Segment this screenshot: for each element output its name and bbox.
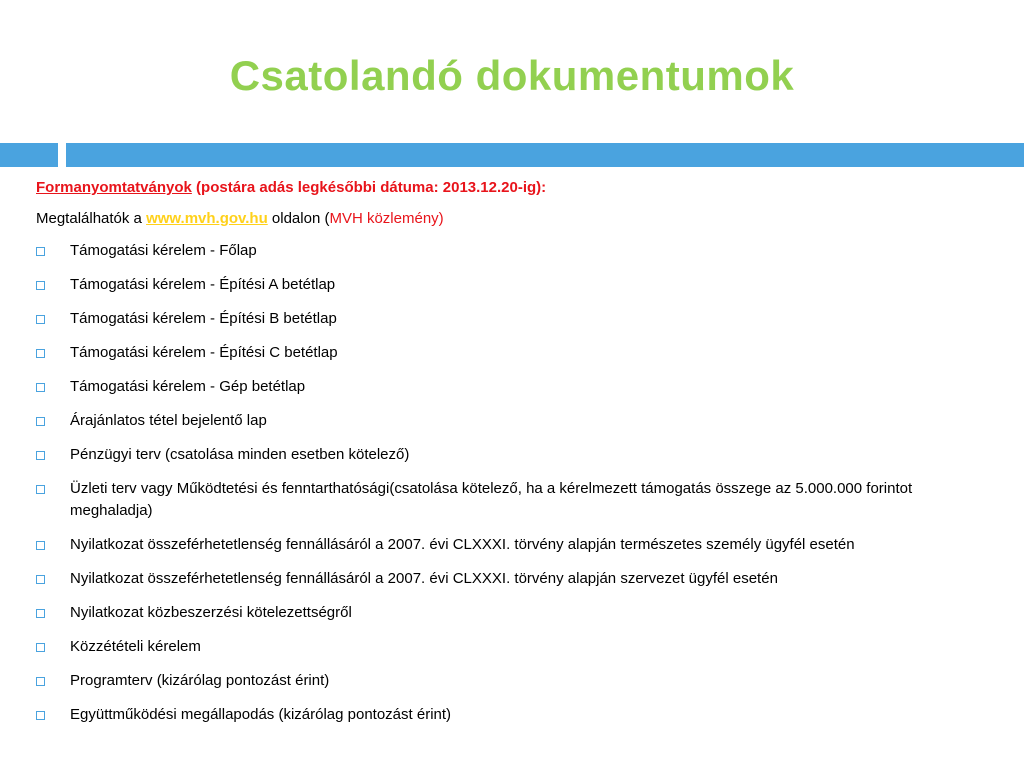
list-item [36, 704, 991, 726]
list-item-text: Együttműködési megállapodás (kizárólag pontozást érint) [70, 706, 452, 723]
source-prefix: Megtalálhatók a [36, 210, 147, 227]
list-item [36, 376, 991, 398]
document-list [36, 240, 991, 726]
list-item-text: Üzleti terv vagy Működtetési és fenntarthatósági(csatolása kötelező, ha a kérelmezett támogatás összege az 5.000.000 forintot meghaladja) [70, 480, 913, 519]
list-item-text: Támogatási kérelem - Építési B betétlap [70, 310, 337, 327]
forms-link[interactable]: Formanyomtatványok [36, 179, 192, 196]
list-item [36, 478, 991, 522]
mvh-link[interactable]: www.mvh.gov.hu [146, 210, 268, 227]
list-item-text: Nyilatkozat közbeszerzési kötelezettségről [70, 604, 352, 621]
source-line [36, 208, 991, 230]
list-item [36, 444, 991, 466]
square-bullet-icon [36, 541, 45, 550]
list-item-text: Árajánlatos tétel bejelentő lap [70, 412, 267, 429]
square-bullet-icon [36, 609, 45, 618]
square-bullet-icon [36, 247, 45, 256]
square-bullet-icon [36, 417, 45, 426]
header-band-right [66, 143, 1024, 167]
list-item [36, 410, 991, 432]
list-item [36, 308, 991, 330]
square-bullet-icon [36, 281, 45, 290]
list-item [36, 568, 991, 590]
forms-heading [36, 177, 991, 199]
list-item [36, 534, 991, 556]
square-bullet-icon [36, 711, 45, 720]
square-bullet-icon [36, 383, 45, 392]
list-item [36, 602, 991, 624]
list-item-text: Nyilatkozat összeférhetetlenség fennállásáról a 2007. évi CLXXXI. törvény alapján természetes személy ügyfél esetén [70, 536, 855, 553]
header-band-left [0, 143, 58, 167]
list-item [36, 274, 991, 296]
slide-content [36, 177, 991, 738]
square-bullet-icon [36, 349, 45, 358]
list-item-text: Támogatási kérelem - Gép betétlap [70, 378, 306, 395]
square-bullet-icon [36, 315, 45, 324]
list-item [36, 670, 991, 692]
square-bullet-icon [36, 575, 45, 584]
square-bullet-icon [36, 485, 45, 494]
list-item [36, 240, 991, 262]
list-item [36, 636, 991, 658]
deadline-text: (postára adás legkésőbbi dátuma: 2013.12.20-ig): [191, 179, 547, 196]
list-item-text: Programterv (kizárólag pontozást érint) [70, 672, 330, 689]
list-item [36, 342, 991, 364]
list-item-text: Támogatási kérelem - Építési A betétlap [70, 276, 336, 293]
announcement-text: MVH közlemény) [329, 210, 444, 227]
square-bullet-icon [36, 643, 45, 652]
list-item-text: Támogatási kérelem - Főlap [70, 242, 257, 259]
list-item-text: Támogatási kérelem - Építési C betétlap [70, 344, 338, 361]
list-item-text: Nyilatkozat összeférhetetlenség fennállásáról a 2007. évi CLXXXI. törvény alapján szervezet ügyfél esetén [70, 570, 778, 587]
square-bullet-icon [36, 677, 45, 686]
page-title: Csatolandó dokumentumok [229, 52, 795, 99]
source-middle: oldalon ( [267, 210, 330, 227]
list-item-text: Közzétételi kérelem [70, 638, 201, 655]
list-item-text: Pénzügyi terv (csatolása minden esetben kötelező) [70, 446, 410, 463]
square-bullet-icon [36, 451, 45, 460]
